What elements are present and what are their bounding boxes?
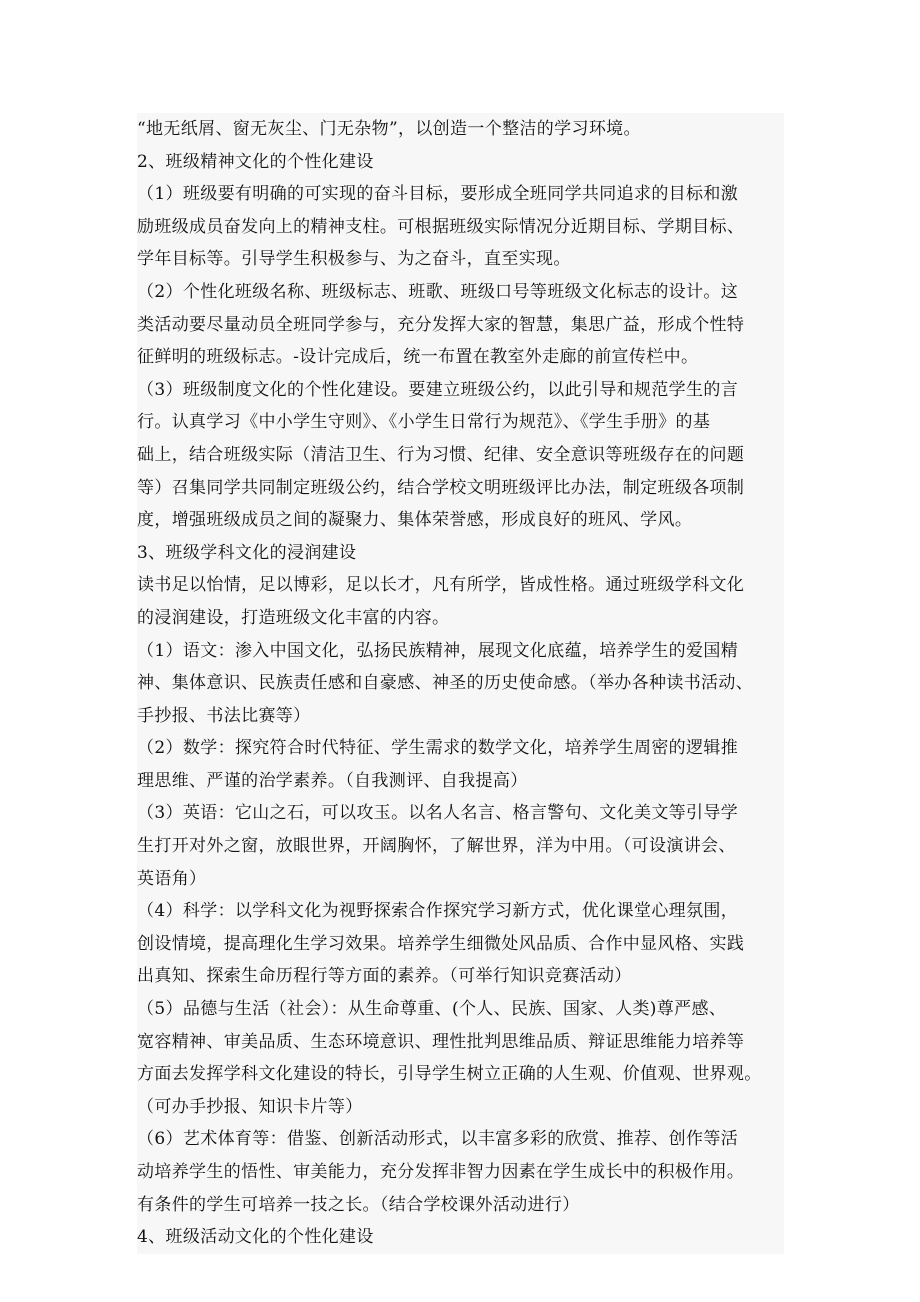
text-line-26: 创设情境，提高理化生学习效果。培养学生细微处风品质、合作中显风格、实践	[137, 933, 745, 954]
text-line-34: 有条件的学生可培养一技之长。（结合学校课外活动进行）	[137, 1194, 580, 1215]
text-line-33: 动培养学生的悟性、审美能力，充分发挥非智力因素在学生成长中的积极作用。	[137, 1162, 745, 1182]
section-heading-2: 2、班级精神文化的个性化建设	[137, 151, 374, 172]
text-line-3: （1）班级要有明确的可实现的奋斗目标，要形成全班同学共同追求的目标和激	[137, 184, 739, 205]
text-line-10: 行。认真学习《中小学生守则》、《小学生日常行为规范》、《学生手册》的基	[137, 412, 711, 433]
text-line-32: （6）艺术体育等：借鉴、创新活动形式，以丰富多彩的欣赏、推荐、创作等活	[137, 1129, 739, 1150]
text-line-20: （2）数学：探究符合时代特征、学生需求的数学文化，培养学生周密的逻辑推	[137, 738, 739, 759]
document-body	[137, 113, 784, 1254]
section-heading-3: 3、班级学科文化的浸润建设	[137, 542, 357, 563]
text-line-30: 方面去发挥学科文化建设的特长，引导学生树立正确的人生观、价值观、世界观。	[137, 1064, 762, 1085]
text-line-7: 类活动要尽量动员全班同学参与，充分发挥大家的智慧，集思广益，形成个性特	[137, 314, 745, 335]
text-line-13: 度，增强班级成员之间的凝聚力、集体荣誉感，形成良好的班风、学风。	[137, 510, 693, 531]
text-line-8: 征鲜明的班级标志。-设计完成后，统一布置在教室外走廊的前宣传栏中。	[137, 347, 699, 368]
text-line-29: 宽容精神、审美品质、生态环境意识、理性批判思维品质、辩证思维能力培养等	[137, 1031, 745, 1052]
text-line-22: （3）英语：它山之石，可以攻玉。以名人名言、格言警句、文化美文等引导学	[137, 803, 739, 824]
text-line-19: 手抄报、书法比赛等）	[137, 705, 311, 726]
text-line-16: 的浸润建设，打造班级文化丰富的内容。	[137, 607, 450, 628]
text-line-9: （3）班级制度文化的个性化建设。要建立班级公约，以此引导和规范学生的言	[137, 379, 739, 400]
text-line-12: 等）召集同学共同制定班级公约，结合学校文明班级评比办法，制定班级各项制	[137, 477, 745, 498]
text-line-15: 读书足以怡情，足以博彩，足以长才，凡有所学，皆成性格。通过班级学科文化	[137, 575, 745, 596]
text-line-1: “地无纸屑、窗无灰尘、门无杂物”，以创造一个整洁的学习环境。	[137, 119, 641, 139]
text-line-21: 理思维、严谨的治学素养。（自我测评、自我提高）	[137, 770, 528, 791]
text-line-18: 神、集体意识、民族责任感和自豪感、神圣的历史使命感。（举办各种读书活动、	[137, 673, 754, 694]
section-heading-4: 4、班级活动文化的个性化建设	[137, 1227, 374, 1248]
text-line-5: 学年目标等。引导学生积极参与、为之奋斗，直至实现。	[137, 249, 571, 270]
text-line-24: 英语角）	[137, 868, 207, 889]
text-line-27: 出真知、探索生命历程行等方面的素养。（可举行知识竞赛活动）	[137, 966, 632, 987]
text-line-11: 础上，结合班级实际（清洁卫生、行为习惯、纪律、安全意识等班级存在的问题	[137, 444, 745, 465]
text-line-23: 生打开对外之窗，放眼世界，开阔胸怀，了解世界，洋为中用。（可设演讲会、	[137, 836, 736, 857]
text-line-6: （2）个性化班级名称、班级标志、班歌、班级口号等班级文化标志的设计。这	[137, 281, 739, 302]
text-line-28: （5）品德与生活（社会）：从生命尊重、(个人、民族、国家、人类)尊严感、	[137, 999, 727, 1020]
text-line-17: （1）语文：渗入中国文化，弘扬民族精神，展现文化底蕴，培养学生的爱国精	[137, 640, 739, 661]
text-line-31: （可办手抄报、知识卡片等）	[137, 1096, 363, 1117]
text-line-4: 励班级成员奋发向上的精神支柱。可根据班级实际情况分近期目标、学期目标、	[137, 216, 745, 237]
text-line-25: （4）科学：以学科文化为视野探索合作探究学习新方式，优化课堂心理氛围，	[137, 901, 739, 922]
